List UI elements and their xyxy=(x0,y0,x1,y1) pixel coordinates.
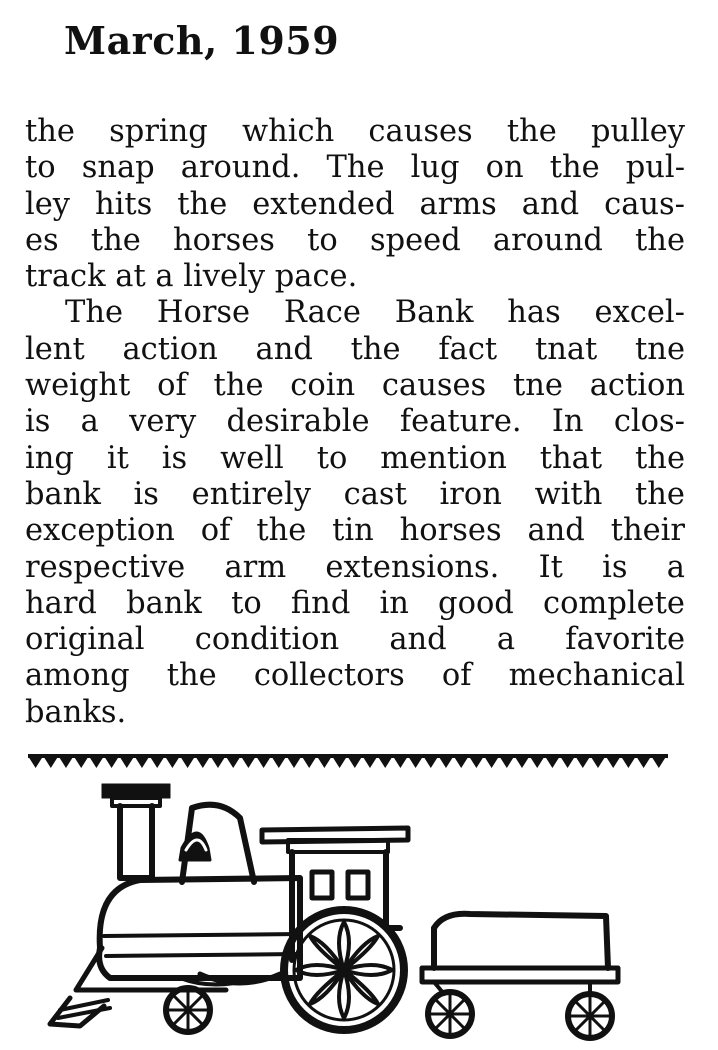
text-line: ley hits the extended arms and caus- xyxy=(25,186,685,222)
paragraph-2 xyxy=(25,295,685,731)
text-line: to snap around. The lug on the pul- xyxy=(25,150,685,186)
text-line: banks. xyxy=(25,694,127,730)
text-line: es the horses to speed around the xyxy=(25,222,685,258)
text-line: bank is entirely cast iron with the xyxy=(25,476,685,512)
text-line: weight of the coin causes tne action xyxy=(25,368,685,404)
zigzag-divider xyxy=(28,754,668,772)
text-line: the spring which causes the pulley xyxy=(25,114,685,149)
text-line: original condition and a favorite xyxy=(25,622,685,658)
text-line: track at a lively pace. xyxy=(25,259,358,295)
text-line: exception of the tin horses and their xyxy=(25,513,685,549)
page-date-header: March, 1959 xyxy=(64,18,340,63)
locomotive-train-icon xyxy=(30,778,690,1046)
text-line: lent action and the fact tnat tne xyxy=(25,331,685,367)
text-line: ing it is well to mention that the xyxy=(25,440,685,476)
text-line: respective arm extensions. It is a xyxy=(25,549,685,585)
text-line: is a very desirable feature. In clos- xyxy=(25,404,685,440)
text-line: hard bank to find in good complete xyxy=(25,585,685,621)
text-line: The Horse Race Bank has excel- xyxy=(65,295,685,331)
text-line: among the collectors of mechanical xyxy=(25,658,685,694)
paragraph-1 xyxy=(25,114,685,295)
article-text xyxy=(25,114,685,731)
